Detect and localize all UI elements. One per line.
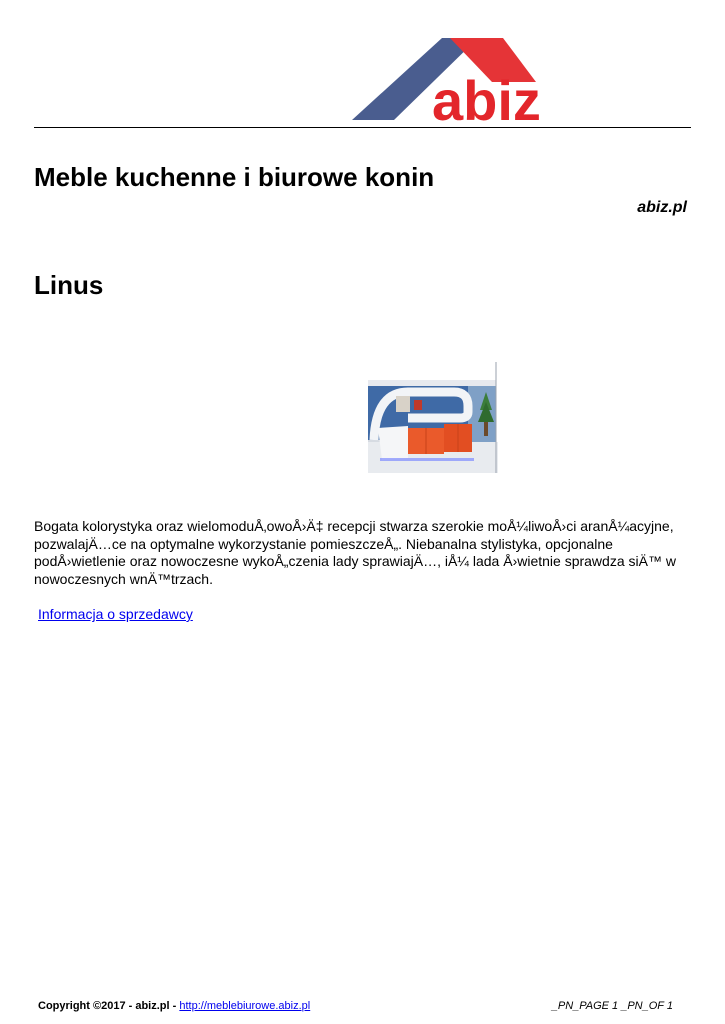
page-title: Meble kuchenne i biurowe konin [34, 162, 435, 192]
page-footer [38, 999, 687, 1013]
reception-desk-photo [368, 362, 498, 473]
product-description: Bogata kolorystyka oraz wielomoduÅ‚owoÅ›Ä‡ recepcji stwarza szerokie moÅ¼liwoÅ›ci aranÅ¼acyjne, pozwalajÄ…ce na optymalne wykorzystanie pomieszczeÅ„. Niebanalna stylistyka, opcjonalne podÅ›wietlenie oraz nowoczesne wykoÅ„czenia lady sprawiajÄ…, iÅ¼ lada Å›wietnie sprawdza siÄ™ w nowoczesnych wnÄ™trzach. [34, 518, 676, 587]
header-divider [34, 127, 691, 128]
logo-text: abiz [432, 69, 541, 124]
footer-pagination: _PN_PAGE 1 _PN_OF 1 [551, 1000, 673, 1012]
reception-desk-illustration [368, 362, 498, 473]
abiz-logo [350, 36, 612, 124]
footer-copyright: Copyright ©2017 - abiz.pl - [38, 1000, 177, 1012]
product-title: Linus [34, 270, 104, 300]
abiz-logo-graphic [350, 36, 612, 124]
source-label: abiz.pl [637, 199, 687, 216]
footer-url-link[interactable]: http://meblebiurowe.abiz.pl [179, 1000, 311, 1012]
seller-info-link[interactable]: Informacja o sprzedawcy [38, 606, 193, 622]
